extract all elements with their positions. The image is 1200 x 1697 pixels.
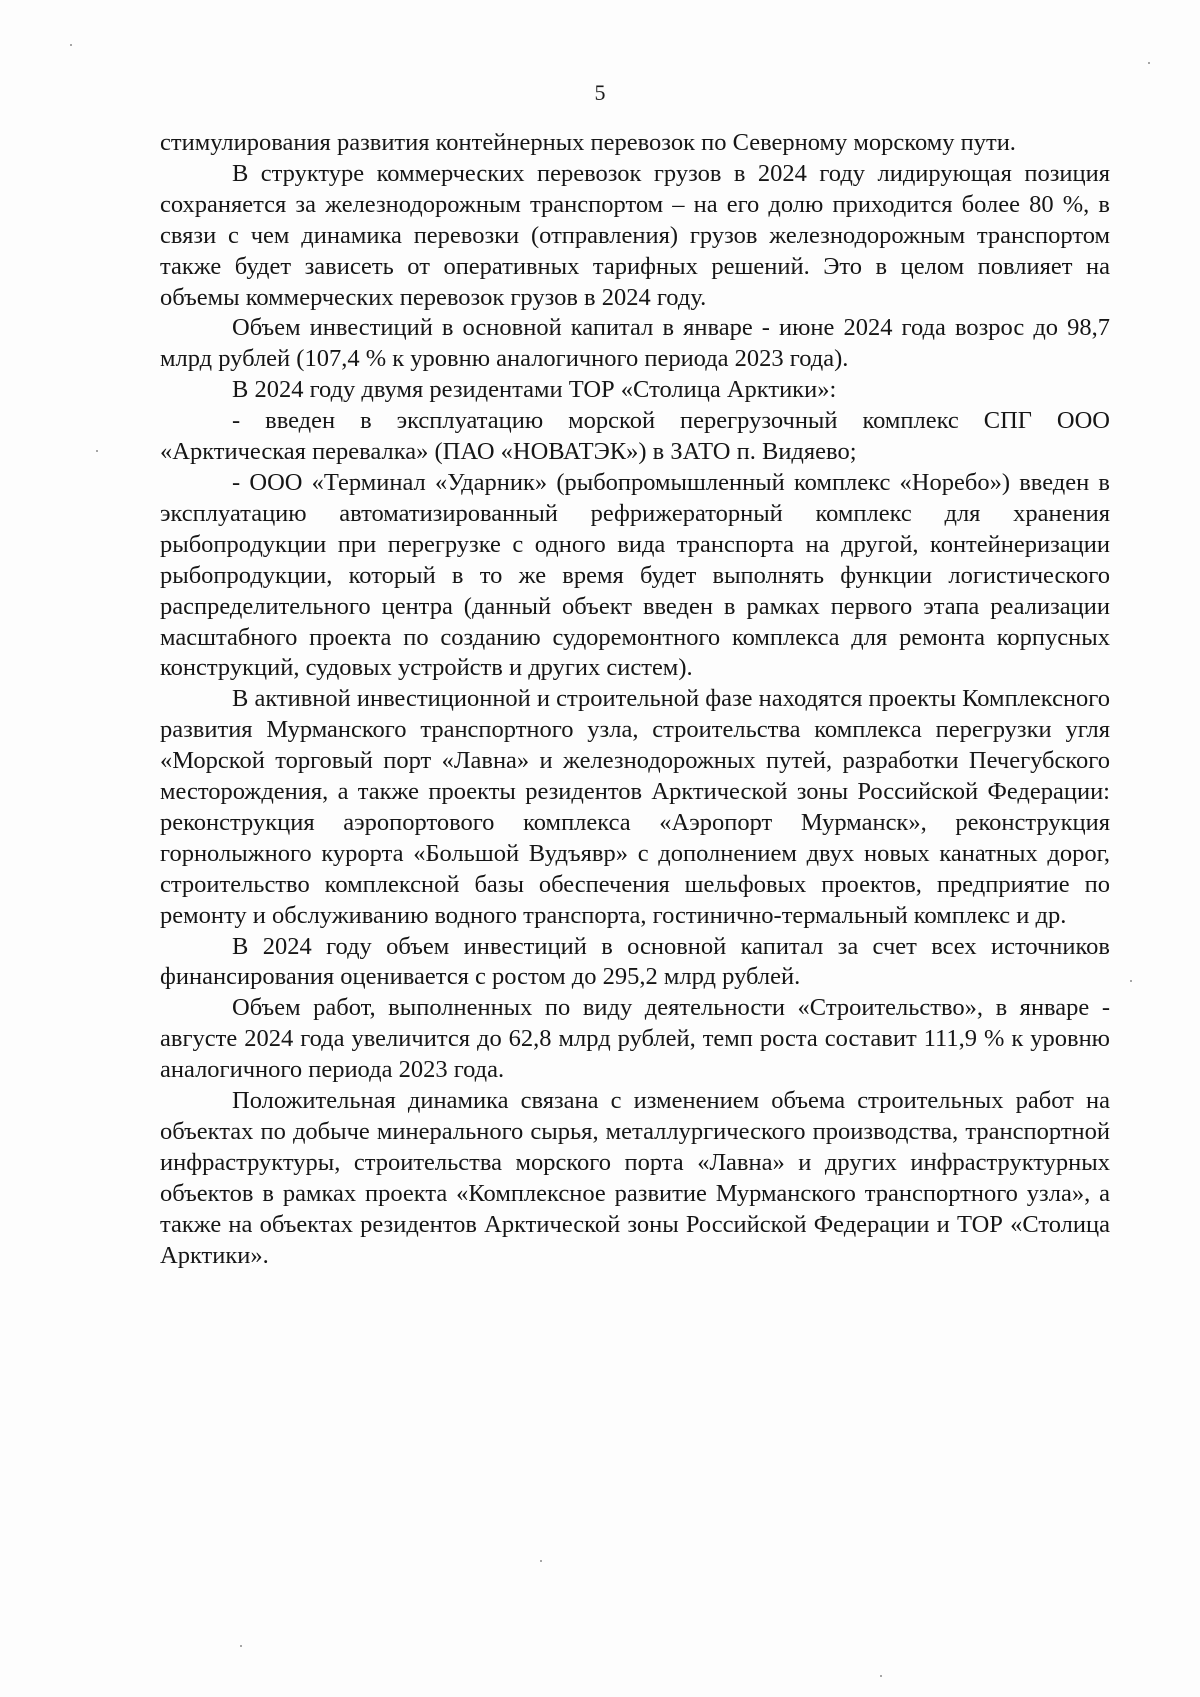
document-body bbox=[160, 128, 1110, 1272]
paragraph-investment-h1: Объем инвестиций в основной капитал в январе - июне 2024 года возрос до 98,7 млрд рублей (107,4 % к уровню аналогичного периода 2023 года). bbox=[160, 314, 1110, 373]
paragraph-tor-residents: В 2024 году двумя резидентами ТОР «Столица Арктики»: bbox=[232, 376, 837, 404]
paragraph-positive-dynamics: Положительная динамика связана с изменением объема строительных работ на объектах по добыче минерального сырья, металлургического производства, транспортной инфраструктуры, строительства морского порта «Лавна» и других инфраструктурных объектов в рамках проекта «Комплексное развитие Мурманского транспортного узла», а также на объектах резидентов Арктической зоны Российской Федерации и ТОР «Столица Арктики». bbox=[160, 1087, 1110, 1269]
paragraph-investment-2024: В 2024 году объем инвестиций в основной капитал за счет всех источников финансирования оценивается с ростом до 295,2 млрд рублей. bbox=[160, 932, 1110, 991]
list-item-lng-complex: - введен в эксплуатацию морской перегрузочный комплекс СПГ ООО «Арктическая перевалка» (ПАО «НОВАТЭК») в ЗАТО п. Видяево; bbox=[160, 407, 1110, 466]
paragraph-construction-volume: Объем работ, выполненных по виду деятельности «Строительство», в январе - августе 2024 года увеличится до 62,8 млрд рублей, темп роста составит 111,9 % к уровню аналогичного периода 2023 года. bbox=[160, 994, 1110, 1084]
scan-speck bbox=[70, 44, 72, 46]
page-number: 5 bbox=[594, 80, 606, 105]
paragraph-continuation: стимулирования развития контейнерных перевозок по Северному морскому пути. bbox=[160, 129, 1016, 156]
scan-speck bbox=[240, 1645, 242, 1647]
scan-speck bbox=[880, 1675, 882, 1677]
list-item-refrigerator-complex: - ООО «Терминал «Ударник» (рыбопромышленный комплекс «Норебо») введен в эксплуатацию автоматизированный рефрижераторный комплекс для хранения рыбопродукции при перегрузке с одного вида транспорта на другой, контейнеризации рыбопродукции, который в то же время будет выполнять функции логистического распределительного центра (данный объект введен в рамках первого этапа реализации масштабного проекта по созданию судоремонтного комплекса для ремонта корпусных конструкций, судовых устройств и других систем). bbox=[160, 468, 1110, 682]
scan-speck bbox=[96, 450, 98, 452]
scan-speck bbox=[1148, 62, 1150, 64]
scan-speck bbox=[540, 1560, 542, 1562]
scan-speck bbox=[1130, 980, 1132, 982]
paragraph-cargo-structure: В структуре коммерческих перевозок грузов в 2024 году лидирующая позиция сохраняется за железнодорожным транспортом – на его долю приходится более 80 %, в связи с чем динамика перевозки (отправления) грузов железнодорожным транспортом также будет зависеть от оперативных тарифных решений. Это в целом повлияет на объемы коммерческих перевозок грузов в 2024 году. bbox=[160, 159, 1110, 311]
paragraph-active-projects: В активной инвестиционной и строительной фазе находятся проекты Комплексного развития Мурманского транспортного узла, строительства комплекса перегрузки угля «Морской торговый порт «Лавна» и железнодорожных путей, разработки Печегубского месторождения, а также проекты резидентов Арктической зоны Российской Федерации: реконструкция аэропортового комплекса «Аэропорт Мурманск», реконструкция горнолыжного курорта «Большой Вудъявр» с дополнением двух новых канатных дорог, строительство комплексной базы обеспечения шельфовых проектов, предприятие по ремонту и обслуживанию водного транспорта, гостинично-термальный комплекс и др. bbox=[160, 685, 1110, 929]
